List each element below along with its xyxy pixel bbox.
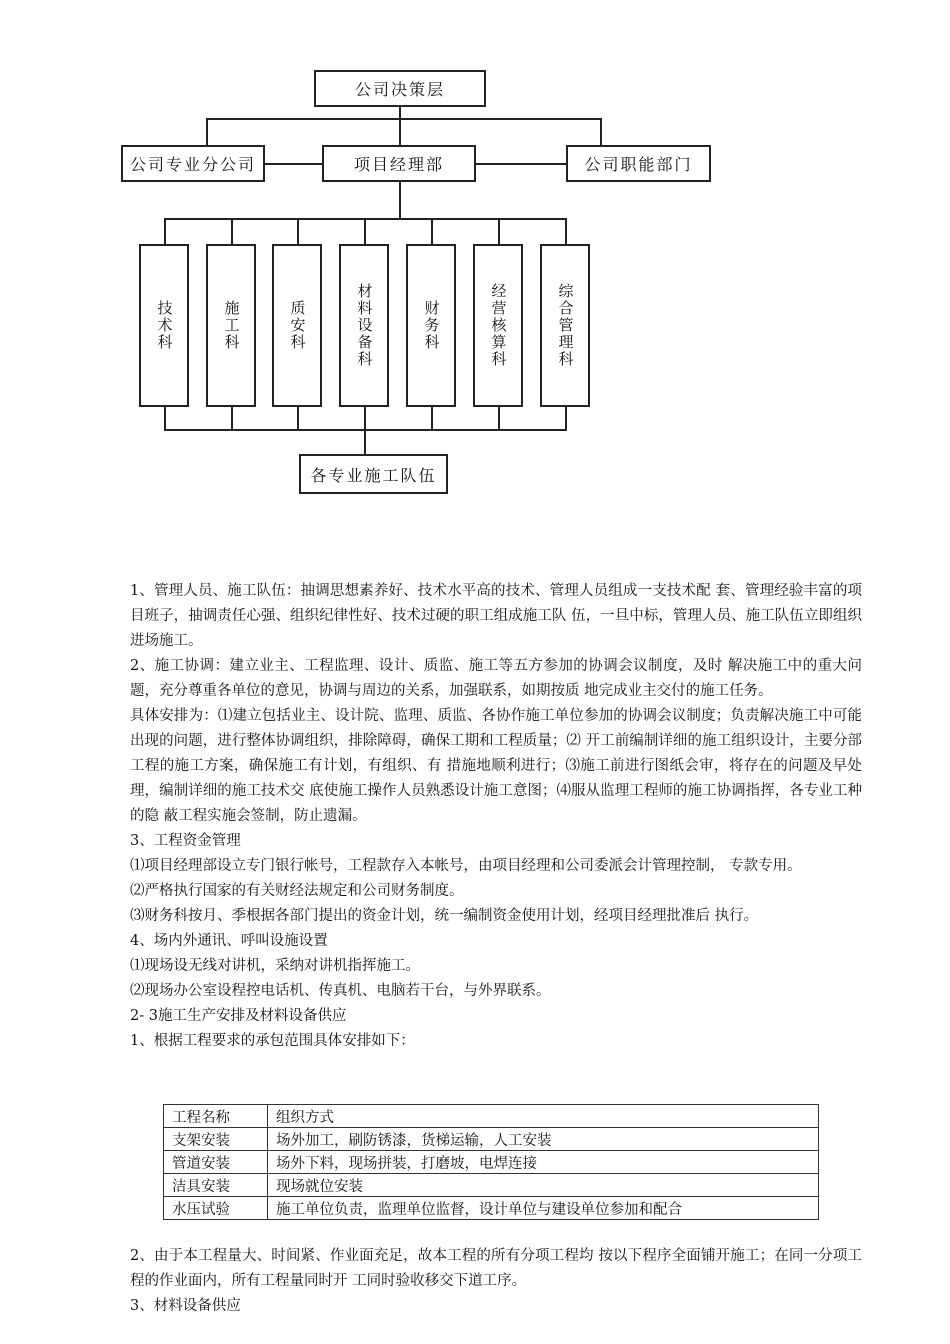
dept-general-admin: 综合管理科 xyxy=(540,244,590,407)
paragraph-arrangement: 具体安排为：⑴建立包括业主、设计院、监理、质监、各协作施工单位参加的协调会议制度；负责解决施工中可能出现的问题，进行整体协调组织，排除障碍，确保工期和工程质量；⑵ 开工前编制详细的施工组织设计，主要分部工程的施工方案，确保施工有计划，有组织、有 措施地顺利进行；⑶施工前进行图纸会审，将存在的问题及早处理，编制详细的施工技术交 底使施工操作人员熟悉设计施工意图；⑷服从监理工程师的施工协调指挥，各专业工种的隐 蔽工程实施会签制，防止遗漏。 xyxy=(130,708,862,824)
table-cell: 现场就位安装 xyxy=(268,1174,819,1197)
project-management-box: 项目经理部 xyxy=(322,145,476,182)
table-cell: 洁具安装 xyxy=(164,1174,268,1197)
connector xyxy=(206,118,602,120)
connector xyxy=(474,163,568,165)
table-cell: 水压试验 xyxy=(164,1197,268,1220)
organization-table xyxy=(163,1104,819,1220)
connector xyxy=(297,405,299,431)
connector xyxy=(399,105,401,145)
dept-accounting: 经营核算科 xyxy=(473,244,523,407)
specialty-branch-box: 公司专业分公司 xyxy=(121,145,265,182)
connector xyxy=(600,118,602,146)
paragraph-comm-2: ⑵现场办公室设程控电话机、传真机、电脑若干台，与外界联系。 xyxy=(130,983,551,999)
dept-quality-safety: 质安科 xyxy=(272,244,322,407)
connector xyxy=(164,218,166,246)
paragraph-coordination: 2、施工协调：建立业主、工程监理、设计、质监、施工等五方参加的协调会议制度，及时 解决施工中的重大问题，充分尊重各单位的意见，协调与周边的关系，加强联系，如期按质 地完成业主交付的施工任务。 xyxy=(130,658,862,699)
construction-teams-box: 各专业施工队伍 xyxy=(299,454,448,494)
heading-material-supply: 3、材料设备供应 xyxy=(130,1298,241,1314)
after-table-text xyxy=(130,1244,862,1319)
dept-technical: 技术科 xyxy=(139,244,189,407)
connector xyxy=(231,218,233,246)
table-row xyxy=(164,1128,819,1151)
connector xyxy=(206,118,208,146)
table-cell: 支架安装 xyxy=(164,1128,268,1151)
heading-fund-management: 3、工程资金管理 xyxy=(130,833,241,849)
table-row xyxy=(164,1151,819,1174)
paragraph-sequence: 2、由于本工程量大、时间紧、作业面充足，故本工程的所有分项工程均 按以下程序全面铺开施工；在同一分项工程的作业面内，所有工程量同时开 工同时验收移交下道工序。 xyxy=(130,1248,862,1289)
connector xyxy=(164,405,166,431)
connector xyxy=(565,405,567,431)
heading-production: 2- 3施工生产安排及材料设备供应 xyxy=(130,1008,347,1024)
table-cell: 场外加工，刷防锈漆，货梯运输，人工安装 xyxy=(268,1128,819,1151)
paragraph-fund-1: ⑴项目经理部设立专门银行帐号，工程款存入本帐号，由项目经理和公司委派会计管理控制， 专款专用。 xyxy=(130,858,802,874)
connector xyxy=(431,405,433,431)
connector xyxy=(498,218,500,246)
paragraph-scope: 1、根据工程要求的承包范围具体安排如下： xyxy=(130,1033,415,1049)
dept-materials: 材料设备科 xyxy=(339,244,389,407)
table-header-row xyxy=(164,1105,819,1128)
connector xyxy=(498,405,500,431)
connector xyxy=(431,218,433,246)
functional-department-box: 公司职能部门 xyxy=(566,145,711,182)
connector xyxy=(231,405,233,431)
paragraph-fund-3: ⑶财务科按月、季根据各部门提出的资金计划，统一编制资金使用计划，经项目经理批准后 执行。 xyxy=(130,908,759,924)
paragraph-comm-1: ⑴现场设无线对讲机，采纳对讲机指挥施工。 xyxy=(130,958,420,974)
heading-communication: 4、场内外通讯、呼叫设施设置 xyxy=(130,933,328,949)
dept-finance: 财务科 xyxy=(406,244,456,407)
table-row xyxy=(164,1174,819,1197)
table-header-cell: 组织方式 xyxy=(268,1105,819,1128)
table-cell: 施工单位负责，监理单位监督，设计单位与建设单位参加和配合 xyxy=(268,1197,819,1220)
decision-layer-box: 公司决策层 xyxy=(314,70,486,107)
table-cell: 场外下料，现场拼装，打磨坡，电焊连接 xyxy=(268,1151,819,1174)
connector xyxy=(264,163,324,165)
table-header-cell: 工程名称 xyxy=(164,1105,268,1128)
connector xyxy=(565,218,567,246)
connector xyxy=(399,181,401,220)
connector xyxy=(364,218,366,246)
paragraph-personnel: 1、管理人员、施工队伍：抽调思想素养好、技术水平高的技术、管理人员组成一支技术配 套、管理经验丰富的项目班子，抽调责任心强、组织纪律性好、技术过硬的职工组成施工队 伍，一旦中标，管理人员、施工队伍立即组织进场施工。 xyxy=(130,583,862,649)
body-text xyxy=(130,579,862,1054)
paragraph-fund-2: ⑵严格执行国家的有关财经法规定和公司财务制度。 xyxy=(130,883,464,899)
table-cell: 管道安装 xyxy=(164,1151,268,1174)
dept-construction: 施工科 xyxy=(206,244,256,407)
connector xyxy=(164,429,567,431)
table-row xyxy=(164,1197,819,1220)
connector xyxy=(297,218,299,246)
